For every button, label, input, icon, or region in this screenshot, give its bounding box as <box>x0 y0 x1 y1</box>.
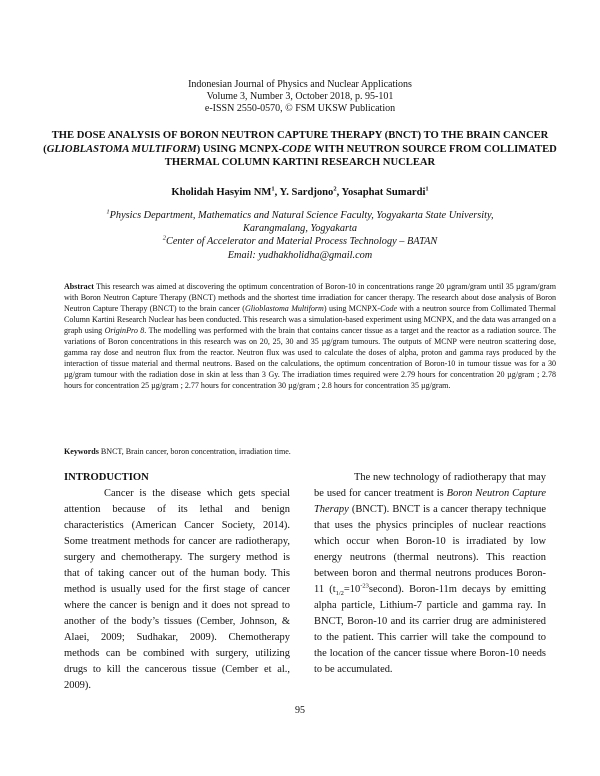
affiliation-1-line1: Physics Department, Mathematics and Natural Science Faculty, Yogyakarta State University, <box>109 210 494 221</box>
title-part1: THE DOSE ANALYSIS OF BORON NEUTRON CAPTURE THERAPY (BNCT) TO THE BRAIN CANCER ( <box>43 130 549 155</box>
keywords-text: BNCT, Brain cancer, boron concentration, irradiation time. <box>98 447 291 456</box>
abstract-italic-1: Glioblastoma Multiform <box>244 304 324 313</box>
author-3: , Yosaphat Sumardi <box>336 187 426 198</box>
abstract-italic-2: Code <box>380 304 398 313</box>
right-column <box>314 470 546 678</box>
author-list <box>30 187 570 198</box>
author-email: Email: yudhakholidha@gmail.com <box>227 249 373 261</box>
page-number: 95 <box>295 705 305 716</box>
journal-issn: e-ISSN 2550-0570, © FSM UKSW Publication <box>204 103 396 114</box>
right-italic-bnct: Boron Neutron Capture Therapy <box>314 488 546 515</box>
affiliation-2 <box>30 235 570 248</box>
journal-name: Indonesian Journal of Physics and Nuclear Applications <box>188 79 412 90</box>
right-text-3: =10 <box>343 584 361 595</box>
title-code: CODE <box>282 143 312 155</box>
author-3-sup: 1 <box>425 185 429 193</box>
author-1: Kholidah Hasyim NM <box>171 187 272 198</box>
affiliation-1 <box>30 209 570 222</box>
abstract-text-4: . The modelling was performed with the brain that contains cancer tissue as a target and the reactor as a radiation source. The variations of Boron concentrations in this research was on 20, 25, 30 and 35 µg/gram tumours. The outputs of MCNP were neutron scattering dose, gamma ray dose and neutron flux from the reactor. Neutron flux was used to calculate the doses of alpha, proton and gamma rays produced by the interaction of tissue material and thermal neutrons. Based on the calculations, the optimum concentration of Boron-10 in tumour tissue was for a 30 µg/gram tumour with the radiation dose in skin at less than 3 Gy. The irradiation times required were 2.79 hours for concentration 20 µg/gram ; 2.78 hours for concentration 25 µg/gram ; 2.77 hours for concentration 30 µg/gram ; 2.8 hours for concentration 35 µg/gram. <box>64 326 556 390</box>
journal-header <box>0 79 600 115</box>
keywords <box>64 446 556 457</box>
abstract-label: Abstract <box>64 282 94 291</box>
half-life-sub: 1/2 <box>335 590 344 598</box>
paper-title <box>30 129 570 170</box>
right-text-1: The new technology of radiotherapy that may be used for cancer treatment is <box>314 472 546 499</box>
affiliations <box>30 209 570 262</box>
introduction-heading: INTRODUCTION <box>64 472 149 483</box>
right-text-4: second). Boron-11m decays by emitting alpha particle, Lithium-7 particle and gamma ray. In BNCT, Boron-10 and its carrier drug are administered to the patient. This carrier will take the compound to the location of the cancer tissue where Boron-10 needs to be accumulated. <box>314 584 546 675</box>
right-text-2: (BNCT). BNCT is a cancer therapy technique that uses the physics principles of nuclear reactions which occur when Boron-10 is irradiated by low energy neutrons (thermal neutrons). This reaction between boron and thermal neutrons produces Boron-11 (t <box>314 504 546 595</box>
right-paragraph <box>314 470 546 678</box>
abstract <box>64 281 556 391</box>
abstract-italic-3: OriginPro 8 <box>104 326 145 335</box>
author-2: , Y. Sardjono <box>274 187 334 198</box>
author-2-sup: 2 <box>333 185 337 193</box>
intro-paragraph-1: Cancer is the disease which gets special attention because of its lethal and benign characteristics (American Cancer Society, 2014). Some treatment methods for cancer are radiotherapy, surgery and chemotherapy. The surgery method is that of taking cancer out of the human body. This method is usually used for the first stage of cancer where the cancer is benign and it does not spread to another of the body’s tissues (Cember, Johnson, & Alaei, 2009; Sudhakar, 2009). Chemotherapy methods can be combined with surgery, utilizing drugs to kill the cancerous tissue (Cember et al., 2009). <box>64 488 290 691</box>
title-part3: WITH NEUTRON SOURCE FROM COLLIMATED THERMAL COLUMN KARTINI RESEARCH NUCLEAR <box>164 143 557 169</box>
exponent-sup: -23 <box>360 582 369 590</box>
affiliation-1-line2: Karangmalang, Yogyakarta <box>242 223 358 235</box>
affiliation-2-sup: 2 <box>162 234 166 242</box>
affiliation-1-sup: 1 <box>106 208 110 216</box>
abstract-text-2: ) using MCNPX- <box>323 304 381 313</box>
affiliation-2-text: Center of Accelerator and Material Process Technology – BATAN <box>165 236 438 248</box>
left-column <box>64 470 290 694</box>
title-italic: GLIOBLASTOMA MULTIFORM <box>46 143 197 155</box>
journal-volume: Volume 3, Number 3, October 2018, p. 95-101 <box>206 91 394 102</box>
keywords-label: Keywords <box>64 447 99 456</box>
abstract-text-1: This research was aimed at discovering the optimum concentration of Boron-10 in concentrations range 20 µgram/gram until 35 µgram/gram with Boron Neutron Capture Therapy (BNCT) methods and the shortest time irradiation for cancer therapy. The research about dose analysis of Boron Neutron Capture Therapy (BNCT) to the brain cancer ( <box>64 282 556 313</box>
title-part2: ) USING MCNPX- <box>196 143 283 155</box>
abstract-text-3: with a neutron source from Collimated Thermal Column Kartini Research Nuclear has been conducted. This research was a simulation-based experiment using MCNPX, and the data was arranged on a graph using <box>64 304 557 335</box>
author-1-sup: 1 <box>271 185 275 193</box>
